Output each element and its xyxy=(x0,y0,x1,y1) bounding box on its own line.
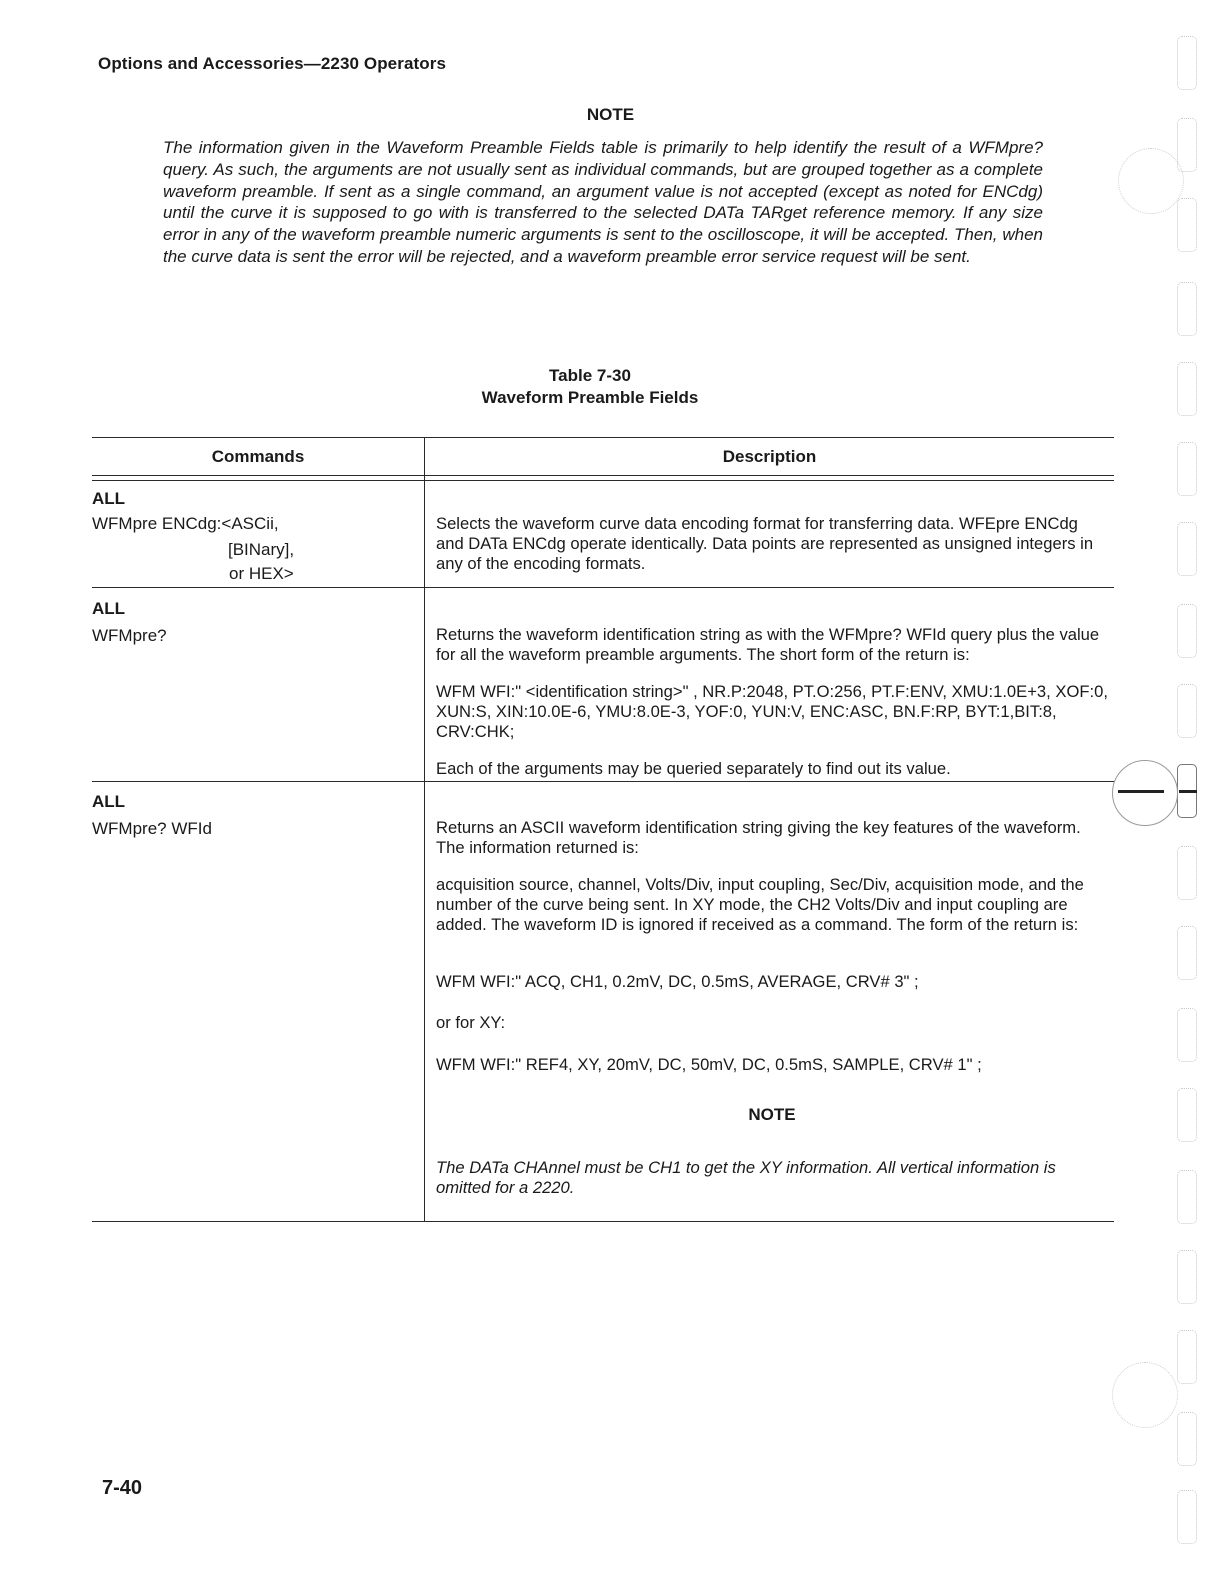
binder-slot xyxy=(1177,684,1197,738)
note-body: The information given in the Waveform Preamble Fields table is primarily to help identify the result of a WFMpre? query. As such, the arguments are not usually sent as individual commands, but are grouped together as a complete waveform preamble. If sent as a single command, an argument value is not accepted (except as noted for ENCdg) until the curve it is supposed to go with is transferred to the selected DATa TARget reference memory. If any size error in any of the waveform preamble numeric arguments is sent to the oscilloscope, it will be accepted. Then, when the curve data is sent the error will be rejected, and a waveform preamble error service request will be sent. xyxy=(163,138,1043,266)
note-title: NOTE xyxy=(586,105,635,124)
column-header-description: Description xyxy=(722,447,817,466)
inner-note-body: The DATa CHAnnel must be CH1 to get the XY information. All vertical information is omitted for a 2220. xyxy=(436,1158,1056,1197)
binder-slot xyxy=(1177,926,1197,980)
row-divider-2 xyxy=(92,781,1114,782)
header-double-rule-upper xyxy=(92,475,1114,476)
binder-slot xyxy=(1177,1330,1197,1384)
binder-slot xyxy=(1177,1088,1197,1142)
binder-slot xyxy=(1177,442,1197,496)
running-head: Options and Accessories—2230 Operators xyxy=(98,54,447,73)
description-paragraph: or for XY: xyxy=(436,1013,506,1032)
column-header-commands: Commands xyxy=(211,447,305,466)
command-line: WFMpre? WFId xyxy=(92,819,212,838)
binder-slot xyxy=(1177,1490,1197,1544)
description-paragraph: WFM WFI:" ACQ, CH1, 0.2mV, DC, 0.5mS, AVERAGE, CRV# 3" ; xyxy=(436,972,919,991)
binder-slot xyxy=(1177,1250,1197,1304)
binder-slot xyxy=(1177,362,1197,416)
command-line: [BINary], xyxy=(228,540,295,559)
binder-slot xyxy=(1177,522,1197,576)
binder-slot xyxy=(1177,1170,1197,1224)
column-divider xyxy=(424,437,425,1222)
table-top-rule xyxy=(92,437,1114,438)
punch-hole xyxy=(1112,760,1178,826)
binder-slot xyxy=(1177,36,1197,90)
description-paragraph: Each of the arguments may be queried separately to find out its value. xyxy=(436,759,951,778)
binder-slot xyxy=(1177,118,1197,172)
binder-slot xyxy=(1177,1008,1197,1062)
description-paragraph: Returns the waveform identification string as with the WFMpre? WFId query plus the value for all the waveform preamble arguments. The short form of the return is: xyxy=(436,625,1100,664)
row-divider-1 xyxy=(92,587,1114,588)
description-paragraph: WFM WFI:" <identification string>" , NR.P:2048, PT.O:256, PT.F:ENV, XMU:1.0E+3, XOF:0, XUN:S, XIN:10.0E-6, YMU:8.0E-3, YOF:0, YUN:V, ENC:ASC, BN.F:RP, BYT:1,BIT:8, CRV:CHK; xyxy=(436,682,1108,741)
page-number: 7-40 xyxy=(102,1477,143,1499)
table-row-wfid-commands xyxy=(92,791,212,839)
punch-hole xyxy=(1112,1362,1178,1428)
table-caption xyxy=(0,365,1180,409)
description-paragraph: Returns an ASCII waveform identification string giving the key features of the waveform. The information returned is: xyxy=(436,818,1081,857)
command-group-label: ALL xyxy=(92,599,126,618)
binder-slot xyxy=(1177,846,1197,900)
table-title: Waveform Preamble Fields xyxy=(481,388,699,407)
binder-slot xyxy=(1177,604,1197,658)
table-row-wfmpre-commands xyxy=(92,598,167,646)
description-paragraph: acquisition source, channel, Volts/Div, input coupling, Sec/Div, acquisition mode, and the number of the curve being sent. In XY mode, the CH2 Volts/Div and input coupling are added. The waveform ID is ignored if received as a command. The form of the return is: xyxy=(436,875,1084,934)
header-double-rule-lower xyxy=(92,480,1114,481)
table-row-encdg-commands xyxy=(92,488,125,509)
punch-hole-mark xyxy=(1118,790,1164,793)
inner-note-title: NOTE xyxy=(748,1105,796,1124)
command-line: WFMpre ENCdg:<ASCii, xyxy=(92,514,279,533)
description-paragraph: Selects the waveform curve data encoding format for transferring data. WFEpre ENCdg and DATa ENCdg operate identically. Data points are represented as unsigned integers in any of the encoding formats. xyxy=(436,514,1094,573)
command-line: or HEX> xyxy=(229,564,294,583)
table-bottom-rule xyxy=(92,1221,1114,1222)
punch-hole xyxy=(1118,148,1184,214)
binder-slot xyxy=(1177,198,1197,252)
command-group-label: ALL xyxy=(92,489,126,508)
table-number: Table 7-30 xyxy=(549,366,631,385)
description-paragraph: WFM WFI:" REF4, XY, 20mV, DC, 50mV, DC, 0.5mS, SAMPLE, CRV# 1" ; xyxy=(436,1055,982,1074)
binder-slot xyxy=(1177,282,1197,336)
command-group-label: ALL xyxy=(92,792,126,811)
binder-mark xyxy=(1179,790,1197,793)
command-line: WFMpre? xyxy=(92,626,167,645)
binder-slot xyxy=(1177,1412,1197,1466)
